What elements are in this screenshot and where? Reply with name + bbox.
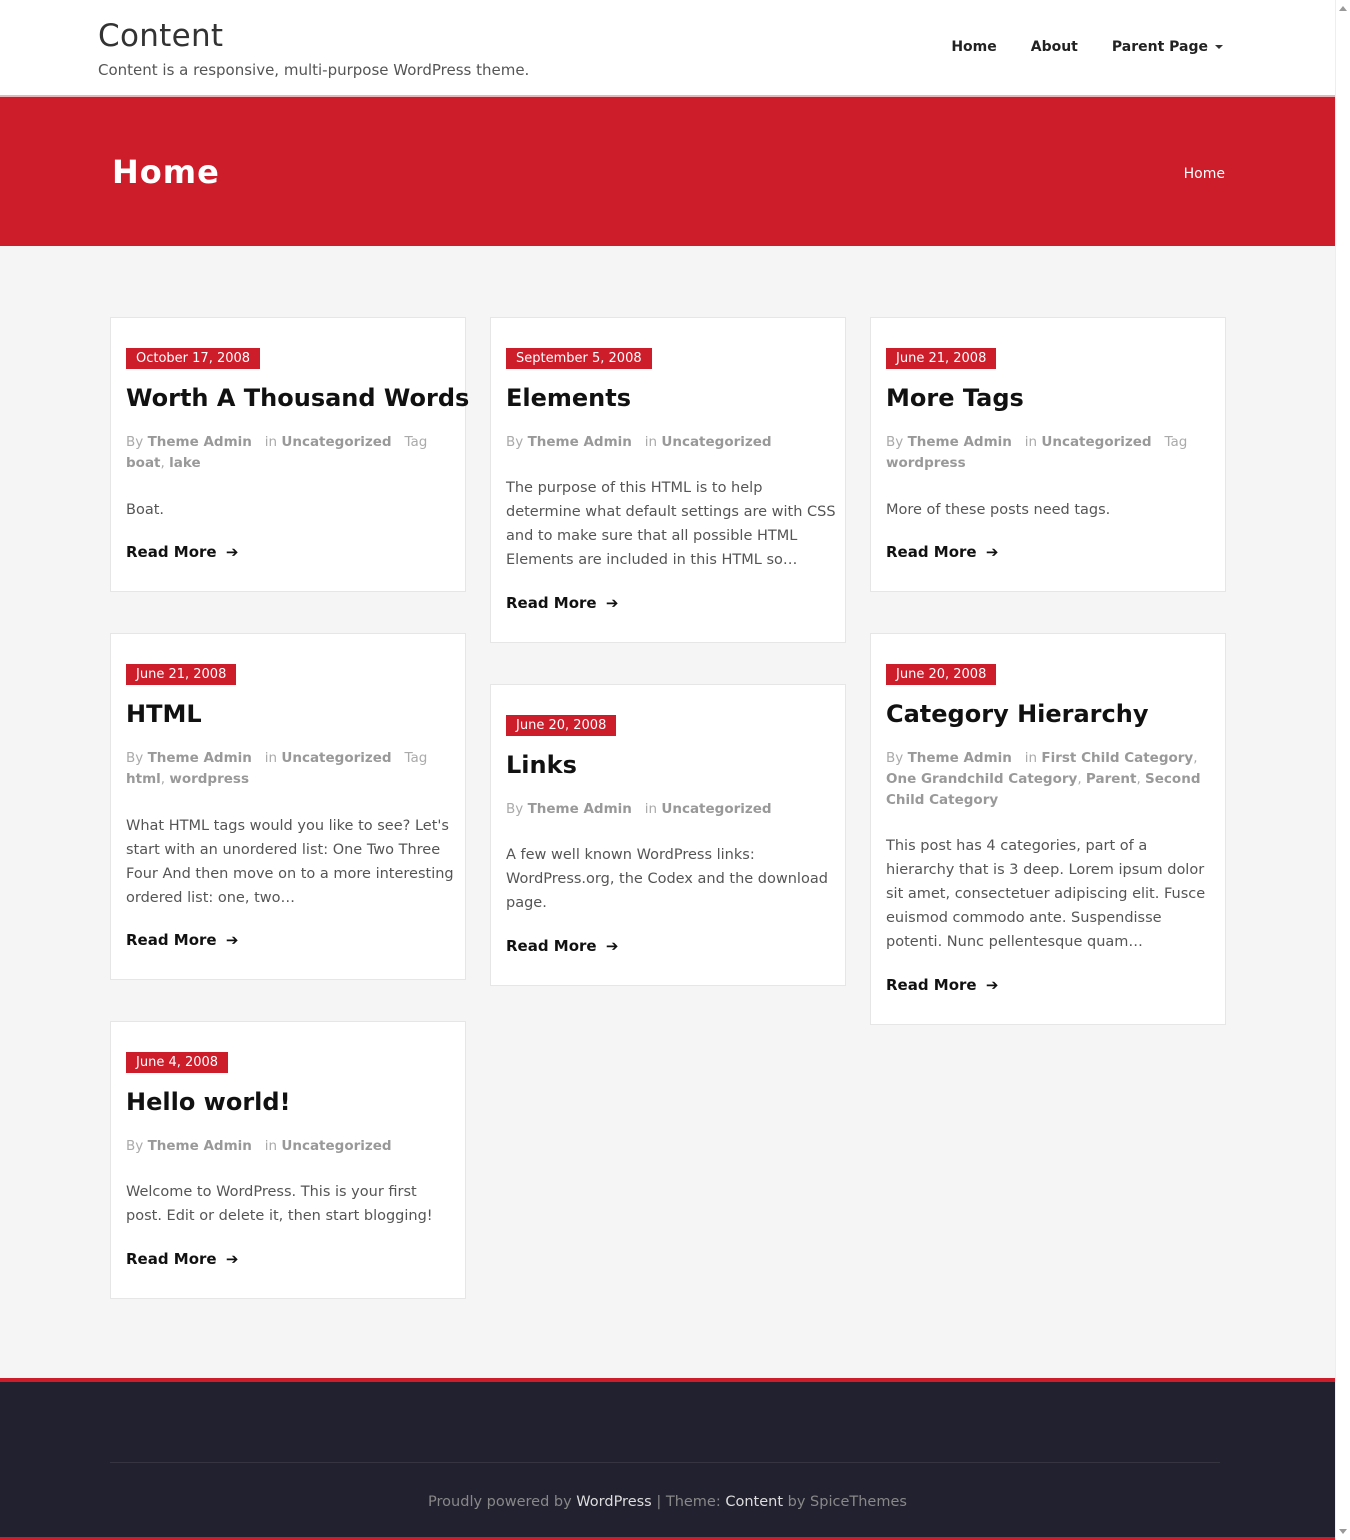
post-meta	[126, 1136, 456, 1157]
meta-in-label: in	[264, 434, 278, 450]
arrow-right-icon: ➔	[220, 543, 239, 561]
footer-credit	[0, 1494, 1335, 1510]
site-header	[0, 0, 1335, 97]
arrow-right-icon: ➔	[980, 543, 999, 561]
site-footer	[0, 1378, 1335, 1540]
read-more-link[interactable]	[126, 543, 238, 561]
arrow-right-icon: ➔	[220, 1250, 239, 1268]
page-banner	[0, 97, 1335, 246]
read-more-label: Read More	[886, 976, 977, 994]
meta-category-link[interactable]: Parent	[1085, 771, 1137, 787]
meta-in-label: in	[644, 801, 658, 817]
post-excerpt: This post has 4 categories, part of a hierarchy that is 3 deep. Lorem ipsum dolor sit amet, consectetuer adipiscing elit. Fusce euismod commodo ante. Suspendisse potenti. Nunc pellentesque quam…	[886, 838, 1206, 950]
site-tagline: Content is a responsive, multi-purpose WordPress theme.	[98, 61, 530, 79]
post-title[interactable]: Worth A Thousand Words	[126, 384, 470, 412]
arrow-right-icon: ➔	[600, 594, 619, 612]
page-title: Home	[112, 153, 220, 191]
meta-author-link[interactable]: Theme Admin	[527, 434, 632, 450]
post-date-badge[interactable]: June 21, 2008	[126, 664, 236, 685]
post-card	[110, 317, 470, 592]
meta-tag-link[interactable]: wordpress	[886, 455, 966, 471]
meta-in-label: in	[644, 434, 658, 450]
caret-down-icon	[1215, 45, 1223, 49]
nav-item-home[interactable]	[951, 39, 996, 55]
footer-wordpress-link[interactable]: WordPress	[576, 1494, 652, 1510]
post-title[interactable]: Hello world!	[126, 1088, 291, 1116]
post-title[interactable]: Links	[506, 751, 577, 779]
read-more-link[interactable]	[126, 931, 238, 949]
post-excerpt: What HTML tags would you like to see? Let's start with an unordered list: One Two Three Four And then move on to a more interesting ordered list: one, two…	[126, 818, 454, 906]
post-date-badge[interactable]: September 5, 2008	[506, 348, 652, 369]
read-more-link[interactable]	[506, 594, 618, 612]
meta-author-link[interactable]: Theme Admin	[147, 750, 252, 766]
read-more-label: Read More	[126, 543, 217, 561]
nav-label-home: Home	[951, 39, 997, 55]
scroll-down-arrow-icon[interactable]	[1339, 1529, 1347, 1534]
scroll-up-arrow-icon[interactable]	[1339, 6, 1347, 11]
read-more-link[interactable]	[506, 937, 618, 955]
post-card	[490, 684, 846, 986]
meta-author-link[interactable]: Theme Admin	[527, 801, 632, 817]
post-date-badge[interactable]: October 17, 2008	[126, 348, 260, 369]
post-meta	[506, 432, 836, 453]
read-more-label: Read More	[126, 931, 217, 949]
post-meta	[506, 799, 836, 820]
read-more-label: Read More	[886, 543, 977, 561]
read-more-link[interactable]	[886, 543, 998, 561]
read-more-label: Read More	[506, 594, 597, 612]
meta-category-link[interactable]: Uncategorized	[281, 1138, 392, 1154]
post-card	[110, 1021, 466, 1299]
post-meta	[886, 432, 1216, 474]
post-card	[870, 633, 1226, 1025]
meta-by-label: By	[506, 434, 524, 450]
post-card	[110, 633, 466, 980]
post-excerpt: A few well known WordPress links: WordPress.org, the Codex and the download page.	[506, 847, 828, 911]
meta-tag-link[interactable]: wordpress	[169, 771, 249, 787]
meta-category-link[interactable]: Uncategorized	[1041, 434, 1152, 450]
footer-theme-link[interactable]: Content	[725, 1494, 784, 1510]
meta-category-link[interactable]: First Child Category	[1041, 750, 1194, 766]
meta-category-link[interactable]: Uncategorized	[281, 750, 392, 766]
main-nav	[917, 39, 1223, 55]
meta-by-label: By	[126, 1138, 144, 1154]
meta-by-label: By	[886, 434, 904, 450]
meta-tag-label: Tag	[404, 434, 428, 450]
arrow-right-icon: ➔	[980, 976, 999, 994]
meta-tag-label: Tag	[404, 750, 428, 766]
meta-in-label: in	[264, 750, 278, 766]
meta-author-link[interactable]: Theme Admin	[147, 434, 252, 450]
arrow-right-icon: ➔	[600, 937, 619, 955]
post-meta: By Theme Admin in Uncategorized Tag boat, lake	[126, 434, 428, 471]
meta-in-label: in	[1024, 434, 1038, 450]
post-title[interactable]: Elements	[506, 384, 632, 412]
meta-tag-link[interactable]: boat	[126, 455, 161, 471]
post-date-badge[interactable]: June 20, 2008	[886, 664, 996, 685]
footer-powered-prefix: Proudly powered by	[428, 1494, 572, 1510]
meta-category-link[interactable]: Second Child Category	[886, 771, 1201, 808]
post-title[interactable]: More Tags	[886, 384, 1024, 412]
breadcrumb[interactable]: Home	[1183, 166, 1225, 182]
post-date-badge[interactable]: June 21, 2008	[886, 348, 996, 369]
post-meta: By Theme Admin in Uncategorized Tag html, wordpress	[126, 750, 428, 787]
meta-author-link[interactable]: Theme Admin	[147, 1138, 252, 1154]
nav-label-parent-page: Parent Page	[1111, 39, 1208, 55]
post-excerpt: The purpose of this HTML is to help determine what default settings are with CSS and to make sure that all possible HTML Elements are included in this HTML so…	[506, 480, 836, 568]
meta-category-link[interactable]: Uncategorized	[661, 801, 772, 817]
meta-in-label: in	[1024, 750, 1038, 766]
footer-theme-prefix: Theme:	[665, 1494, 721, 1510]
post-meta: By Theme Admin in First Child Category, One Grandchild Category, Parent, Second Child Category	[886, 750, 1201, 808]
post-title[interactable]: Category Hierarchy	[886, 700, 1149, 728]
post-date-badge[interactable]: June 20, 2008	[506, 715, 616, 736]
read-more-link[interactable]	[886, 976, 998, 994]
nav-item-parent-page[interactable]	[1112, 39, 1223, 55]
post-excerpt: Welcome to WordPress. This is your first post. Edit or delete it, then start blogging!	[126, 1184, 433, 1224]
post-excerpt: Boat.	[126, 502, 164, 518]
post-date-badge[interactable]: June 4, 2008	[126, 1052, 228, 1073]
footer-author: SpiceThemes	[810, 1494, 907, 1510]
nav-label-about: About	[1030, 39, 1078, 55]
arrow-right-icon: ➔	[220, 931, 239, 949]
meta-category-link[interactable]: Uncategorized	[661, 434, 772, 450]
read-more-label: Read More	[126, 1250, 217, 1268]
footer-separator: |	[656, 1494, 662, 1510]
meta-tag-label: Tag	[1164, 434, 1188, 450]
meta-by-label: By	[886, 750, 904, 766]
meta-tag-link[interactable]: lake	[169, 455, 201, 471]
meta-by-label: By	[506, 801, 524, 817]
read-more-link[interactable]	[126, 1250, 238, 1268]
post-card	[490, 317, 846, 643]
meta-category-link[interactable]: One Grandchild Category	[886, 771, 1078, 787]
meta-category-link[interactable]: Uncategorized	[281, 434, 392, 450]
post-excerpt: More of these posts need tags.	[886, 502, 1111, 518]
meta-author-link[interactable]: Theme Admin	[907, 750, 1012, 766]
footer-by: by	[787, 1494, 806, 1510]
site-title[interactable]: Content	[98, 18, 224, 54]
footer-divider	[110, 1462, 1220, 1463]
read-more-label: Read More	[506, 937, 597, 955]
post-title[interactable]: HTML	[126, 700, 202, 728]
meta-by-label: By	[126, 434, 144, 450]
meta-by-label: By	[126, 750, 144, 766]
meta-tag-link[interactable]: html	[126, 771, 161, 787]
meta-in-label: in	[264, 1138, 278, 1154]
vertical-scrollbar[interactable]	[1335, 0, 1350, 1540]
post-card	[870, 317, 1226, 592]
nav-item-about[interactable]	[1031, 39, 1078, 55]
meta-author-link[interactable]: Theme Admin	[907, 434, 1012, 450]
